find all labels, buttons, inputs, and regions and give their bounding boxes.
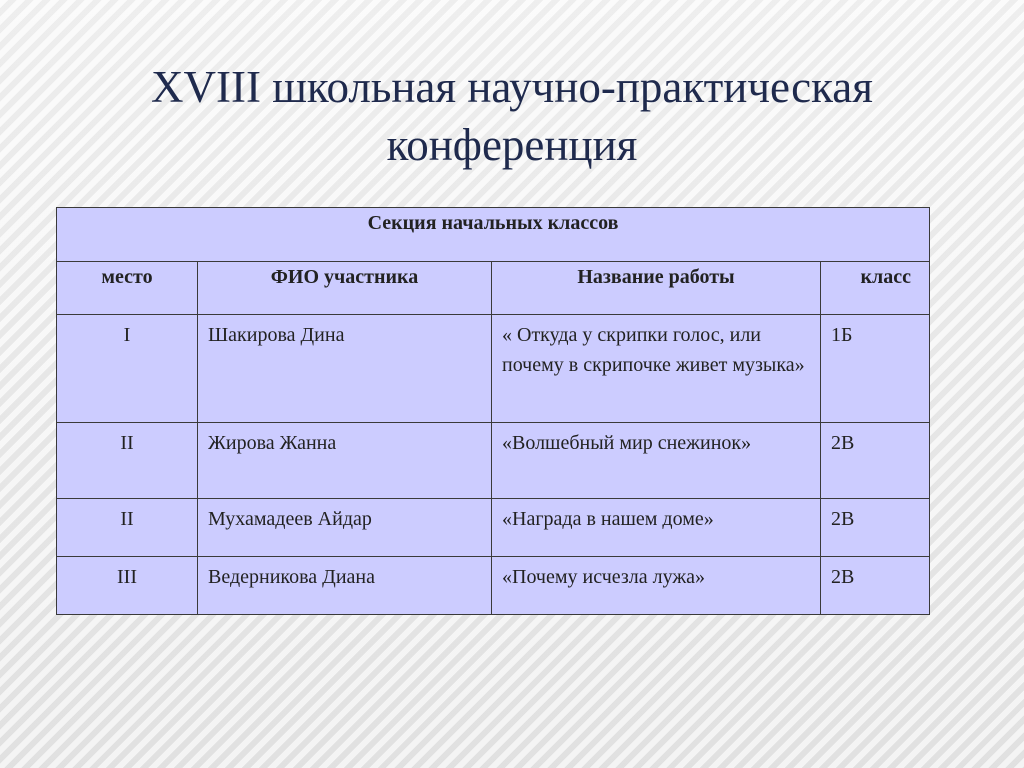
table-row [57, 499, 930, 557]
cell-class: 2В [821, 557, 930, 615]
header-work: Название работы [492, 262, 821, 315]
cell-place: II [57, 423, 198, 499]
cell-place: III [57, 557, 198, 615]
page-title [60, 58, 964, 174]
header-place: место [57, 262, 198, 315]
cell-name: Шакирова Дина [198, 315, 492, 423]
cell-name: Мухамадеев Айдар [198, 499, 492, 557]
header-class: класс [821, 262, 930, 315]
cell-class: 2В [821, 499, 930, 557]
table-row [57, 315, 930, 423]
section-row [57, 208, 930, 262]
cell-name: Ведерникова Диана [198, 557, 492, 615]
cell-name: Жирова Жанна [198, 423, 492, 499]
cell-work: «Почему исчезла лужа» [492, 557, 821, 615]
cell-work: «Волшебный мир снежинок» [492, 423, 821, 499]
cell-class: 2В [821, 423, 930, 499]
table-row [57, 423, 930, 499]
cell-place: II [57, 499, 198, 557]
table-row [57, 557, 930, 615]
header-row [57, 262, 930, 315]
results-table [56, 207, 930, 615]
cell-class: 1Б [821, 315, 930, 423]
cell-work: « Откуда у скрипки голос, или почему в скрипочке живет музыка» [492, 315, 821, 423]
title-line-1: XVIII школьная научно-практическая [151, 62, 873, 112]
header-name: ФИО участника [198, 262, 492, 315]
cell-work: «Награда в нашем доме» [492, 499, 821, 557]
cell-place: I [57, 315, 198, 423]
title-line-2: конференция [386, 120, 638, 170]
section-title: Секция начальных классов [57, 208, 930, 262]
